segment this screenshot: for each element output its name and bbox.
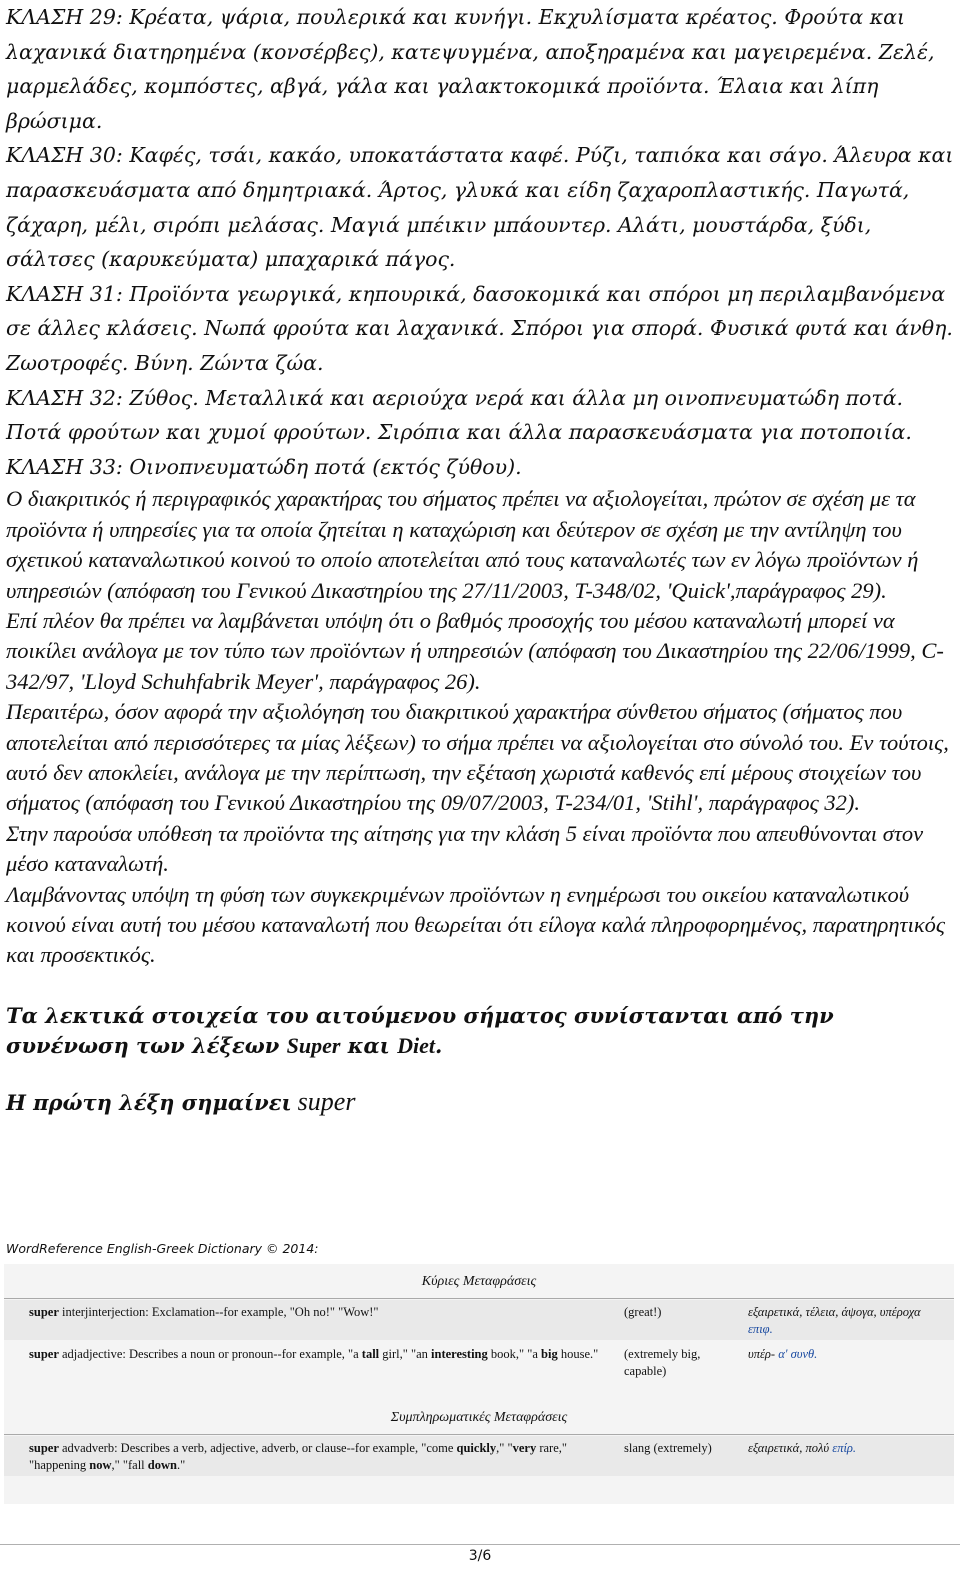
translation-text: υπέρ- xyxy=(748,1347,776,1361)
translation-cell xyxy=(748,1440,948,1457)
sense-cell: (extremely big, capable) xyxy=(624,1347,701,1378)
example-word: down xyxy=(147,1458,177,1472)
definition-text: house." xyxy=(557,1347,599,1361)
class-30-text: ΚΛΑΣΗ 30: Καφές, τσάι, κακάο, υποκατάστατα καφέ. Ρύζι, ταπιόκα και σάγο. Άλευρα και παρασκευάσματα από δημητριακά. Άρτος, γλυκά και είδη ζαχαροπλαστικής. Παγωτά, ζάχαρη, μέλι, σιρόπι μελάσας. Μαγιά μπέικιν μπάουντερ. Αλάτι, μουστάρδα, ξύδι, σάλτσες (καρυκεύματα) μπαχαρικά πάγος. xyxy=(6,143,954,272)
paragraph: Στην παρούσα υπόθεση τα προϊόντα της αίτησης για την κλάση 5 είναι προϊόντα που απευθύνονται στον μέσο καταναλωτή. xyxy=(6,820,924,877)
pos-abbrev: adj xyxy=(62,1347,78,1361)
first-word-value: super xyxy=(297,1086,356,1116)
statement-prefix: Τα λεκτικά στοιχεία του αιτούμενου σήματος συνίστανται από την συνένωση των λέξεων xyxy=(6,1002,834,1058)
translation-text: εξαιρετικά, τέλεια, άψογα, υπέροχα xyxy=(748,1305,921,1319)
class-33-text: ΚΛΑΣΗ 33: Οινοπνευματώδη ποτά (εκτός ζύθου). xyxy=(6,454,522,479)
table-row xyxy=(4,1436,954,1476)
example-word: tall xyxy=(361,1347,380,1361)
document-page xyxy=(6,0,954,1117)
translation-cell xyxy=(748,1346,948,1363)
definition-text: interjection: Exclamation--for example, "Oh no!" "Wow!" xyxy=(88,1305,379,1319)
pos-abbrev: adv xyxy=(62,1441,81,1455)
class-list xyxy=(6,0,954,484)
word-super: Super xyxy=(286,1032,341,1058)
entry-word[interactable]: super xyxy=(29,1347,59,1361)
example-word: very xyxy=(512,1441,537,1455)
translation-cell xyxy=(748,1304,948,1338)
definition-text: book," "a xyxy=(487,1347,542,1361)
statement-mid: και xyxy=(340,1032,398,1058)
sense-cell: (great!) xyxy=(624,1305,662,1319)
translation-text: εξαιρετικά, πολύ xyxy=(748,1441,830,1455)
example-word: now xyxy=(89,1458,112,1472)
pos-tag[interactable]: α' συνθ. xyxy=(778,1347,818,1361)
divider xyxy=(4,1298,954,1299)
mark-composition-statement xyxy=(6,1001,954,1061)
divider xyxy=(4,1434,954,1435)
body-text xyxy=(6,484,954,971)
definition-text: ," "fall xyxy=(111,1458,148,1472)
class-31-text: ΚΛΑΣΗ 31: Προϊόντα γεωργικά, κηπουρικά, δασοκομικά και σπόροι μη περιλαμβανόμενα σε άλλες κλάσεις. Νωπά φρούτα και λαχανικά. Σπόροι για σπορά. Φυσικά φυτά και άνθη. Ζωοτροφές. Βύνη. Ζώντα ζώα. xyxy=(6,281,953,375)
pos-abbrev: interj xyxy=(62,1305,89,1319)
definition-text: adjective: Describes a noun or pronoun--for example, "a xyxy=(77,1347,362,1361)
statement-end: . xyxy=(434,1032,443,1058)
paragraph: Ο διακριτικός ή περιγραφικός χαρακτήρας του σήματος πρέπει να αξιολογείται, πρώτον σε σχέση με τα προϊόντα ή υπηρεσίες για τα οποία ζητείται η καταχώριση και δεύτερον σε σχέση με την αντίληψη του σχετικού καταναλωτικού κοινού το οποίο αποτελείται από τους καταναλωτές των εν λόγω προϊόντων ή υπηρεσιών (απόφαση του Γενικού Δικαστηρίου της 27/11/2003, T-348/02, 'Quick',παράγραφος 29). xyxy=(6,486,919,603)
definition-text: adverb: Describes a verb, adjective, adverb, or clause--for example, "come xyxy=(80,1441,457,1455)
supplementary-translations-heading: Συμπληρωματικές Μεταφράσεις xyxy=(390,1410,568,1425)
paragraph: Επί πλέον θα πρέπει να λαμβάνεται υπόψη ότι ο βαθμός προσοχής του μέσου καταναλωτή μπορεί να ποικίλει ανάλογα με τον τύπο των προϊόντων ή υπηρεσιών (απόφαση του Δικαστηρίου της 22/06/1999, C-342/97, 'Lloyd Schuhfabrik Meyer', παράγραφος 26). xyxy=(6,607,944,694)
entry-word[interactable]: super xyxy=(29,1441,59,1455)
example-word: interesting xyxy=(431,1347,488,1361)
definition-cell xyxy=(29,1346,619,1363)
dictionary-caption: WordReference English-Greek Dictionary © 2014: xyxy=(6,1241,319,1256)
definition-cell xyxy=(29,1304,619,1321)
definition-cell xyxy=(29,1440,619,1474)
pos-tag[interactable]: επιφ. xyxy=(748,1322,773,1336)
table-row xyxy=(4,1342,954,1386)
definition-text: girl," "an xyxy=(379,1347,432,1361)
table-row xyxy=(4,1300,954,1340)
paragraph: Λαμβάνοντας υπόψη τη φύση των συγκεκριμένων προϊόντων η ενημέρωσι του οικείου καταναλωτικού κοινού είναι αυτή του μέσου καταναλωτή που θεωρείται ότι είλογα καλά πληροφορημένος, παρατηρητικός και προσεκτικός. xyxy=(6,881,946,968)
entry-word[interactable]: super xyxy=(29,1305,59,1319)
class-29-text: ΚΛΑΣΗ 29: Κρέατα, ψάρια, πουλερικά και κυνήγι. Εκχυλίσματα κρέατος. Φρούτα και λαχανικά διατηρημένα (κονσέρβες), κατεψυγμένα, αποξηραμένα και μαγειρεμένα. Ζελέ, μαρμελάδες, κομπόστες, αβγά, γάλα και γαλακτοκομικά προϊόντα. Έλαια και λίπη βρώσιμα. xyxy=(6,5,935,133)
dictionary-table xyxy=(4,1264,954,1504)
example-word: big xyxy=(541,1347,558,1361)
first-word-label: Η πρώτη λέξη σημαίνει xyxy=(6,1089,292,1115)
paragraph: Περαιτέρω, όσον αφορά την αξιολόγηση του διακριτικού χαρακτήρα σύνθετου σήματος (σήματος που αποτελείται από περισσότερες τα μίας λέξεων) το σήμα πρέπει να αξιολογείται στο σύνολό του. Εν τούτοις, αυτό δεν αποκλείει, ανάλογα με την περίπτωση, την εξέταση χωριστά καθενός επί μέρους στοιχείων του σήματος (απόφαση του Γενικού Δικαστηρίου της 09/07/2003, T-234/01, 'Stihl', παράγραφος 32). xyxy=(6,699,949,816)
footer-divider xyxy=(0,1544,960,1545)
word-diet: Diet xyxy=(397,1032,435,1058)
definition-text: ." xyxy=(176,1458,186,1472)
definition-text: ," " xyxy=(496,1441,513,1455)
page-number: 3/6 xyxy=(468,1548,492,1564)
pos-tag[interactable]: επίρ. xyxy=(832,1441,857,1455)
sense-cell: slang (extremely) xyxy=(624,1441,712,1455)
first-word-heading xyxy=(6,1087,954,1117)
example-word: quickly xyxy=(456,1441,497,1455)
class-32-text: ΚΛΑΣΗ 32: Ζύθος. Μεταλλικά και αεριούχα νερά και άλλα μη οινοπνευματώδη ποτά. Ποτά φρούτων και χυμοί φρούτων. Σιρόπια και άλλα παρασκευάσματα για ποτοποιία. xyxy=(6,385,912,445)
definition-text: rare," "happening xyxy=(29,1441,567,1472)
main-translations-heading: Κύριες Μεταφράσεις xyxy=(421,1274,537,1289)
